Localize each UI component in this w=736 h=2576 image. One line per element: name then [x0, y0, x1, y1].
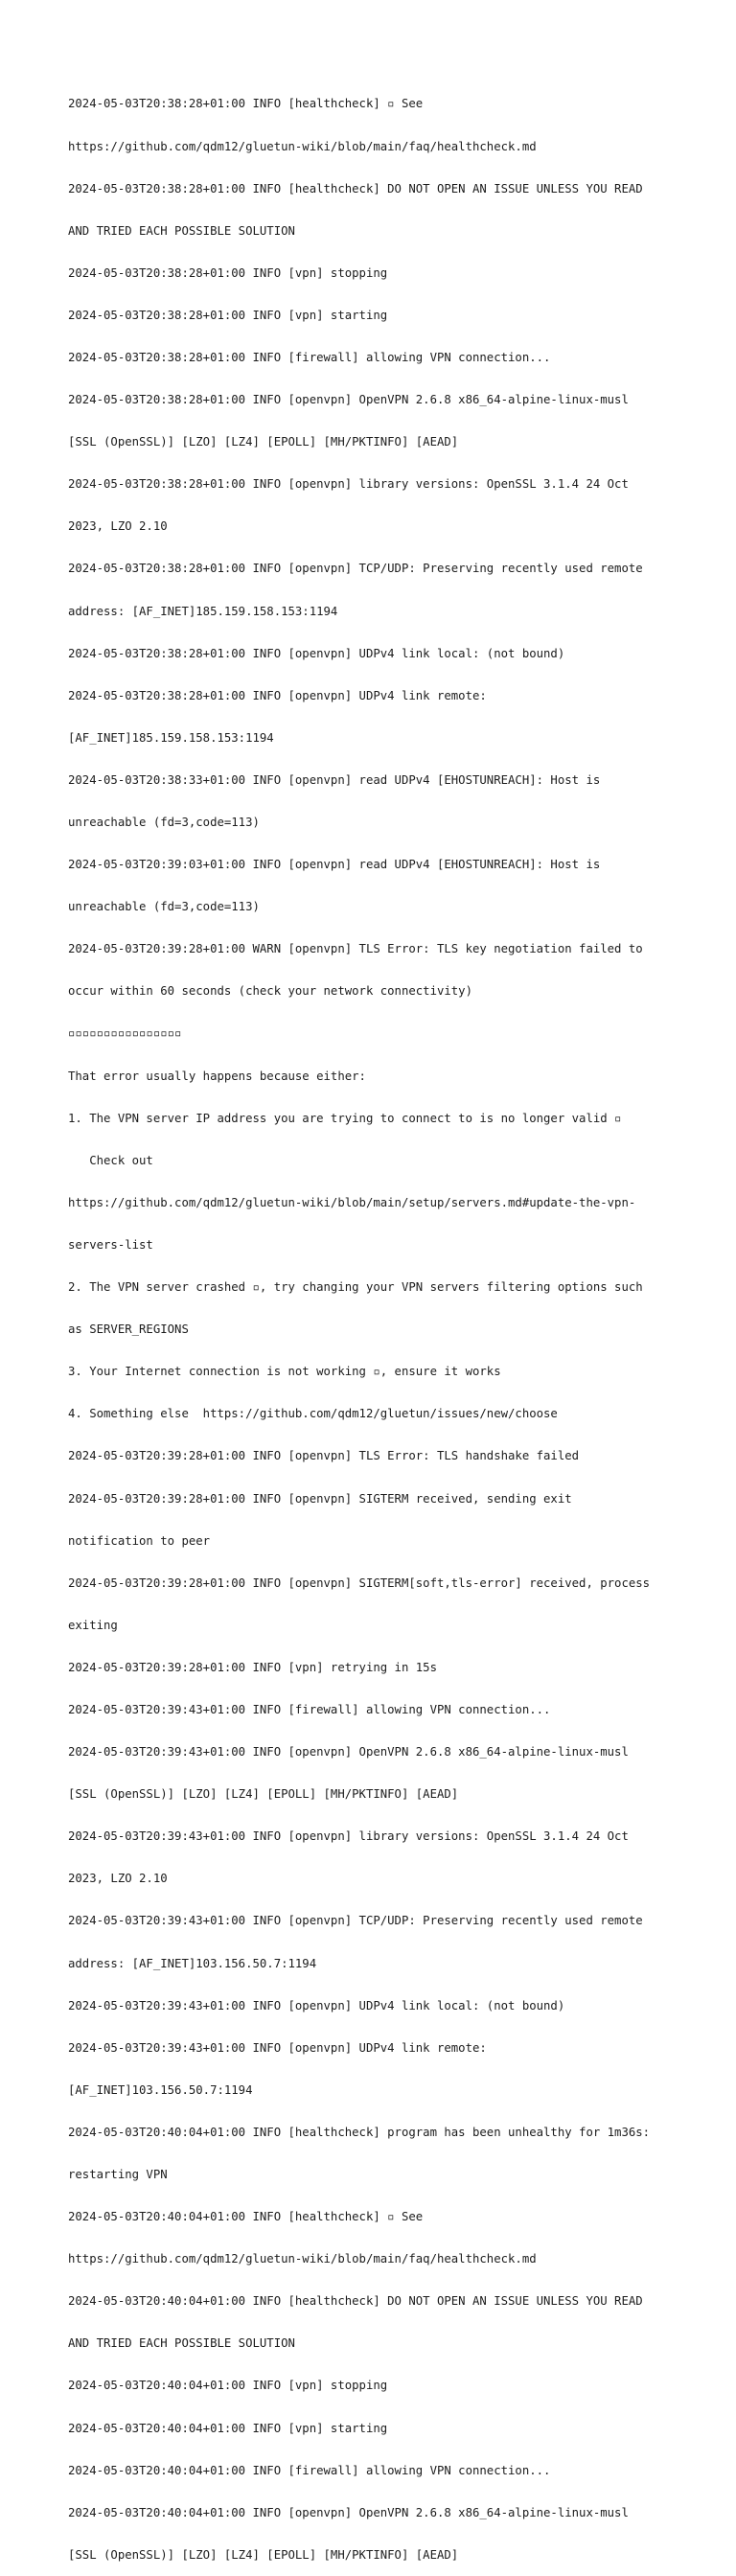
- log-line: unreachable (fd=3,code=113): [68, 816, 260, 829]
- log-line: [AF_INET]103.156.50.7:1194: [68, 2082, 253, 2097]
- log-line: That error usually happens because either:: [68, 1069, 366, 1083]
- log-line: unreachable (fd=3,code=113): [68, 900, 260, 914]
- log-line: 3. Your Internet connection is not working ▫, ensure it works: [68, 1365, 501, 1379]
- log-line: Check out: [68, 1153, 153, 1167]
- log-line: 2024-05-03T20:38:28+01:00 INFO [healthcheck] ▫ See: [68, 97, 424, 111]
- log-line: exiting: [68, 1618, 118, 1632]
- log-line: 2024-05-03T20:39:28+01:00 INFO [vpn] retrying in 15s: [68, 1660, 437, 1674]
- log-line: 2024-05-03T20:39:43+01:00 INFO [firewall] allowing VPN connection...: [68, 1702, 551, 1716]
- log-line: 2024-05-03T20:38:28+01:00 INFO [firewall] allowing VPN connection...: [68, 350, 551, 364]
- log-line: 2024-05-03T20:40:04+01:00 INFO [healthcheck] ▫ See: [68, 2210, 424, 2224]
- log-line: 2024-05-03T20:38:28+01:00 INFO [vpn] stopping: [68, 265, 388, 280]
- log-line: [SSL (OpenSSL)] [LZO] [LZ4] [EPOLL] [MH/PKTINFO] [AEAD]: [68, 1787, 459, 1802]
- log-line: 2024-05-03T20:40:04+01:00 INFO [openvpn] OpenVPN 2.6.8 x86_64-alpine-linux-musl: [68, 2505, 629, 2519]
- log-line: 2024-05-03T20:39:43+01:00 INFO [openvpn] TCP/UDP: Preserving recently used remote: [68, 1914, 643, 1928]
- log-line: 2024-05-03T20:40:04+01:00 INFO [healthcheck] DO NOT OPEN AN ISSUE UNLESS YOU READ: [68, 2294, 643, 2309]
- log-line: as SERVER_REGIONS: [68, 1322, 189, 1337]
- log-output: [68, 69, 681, 2576]
- log-line: 2024-05-03T20:38:28+01:00 INFO [openvpn] OpenVPN 2.6.8 x86_64-alpine-linux-musl: [68, 393, 629, 407]
- log-line: restarting VPN: [68, 2168, 168, 2181]
- log-line: 2024-05-03T20:40:04+01:00 INFO [vpn] starting: [68, 2421, 388, 2435]
- log-line: https://github.com/qdm12/gluetun-wiki/blob/main/setup/servers.md#update-the-vpn-: [68, 1195, 636, 1209]
- log-line: ▫▫▫▫▫▫▫▫▫▫▫▫▫▫▫▫: [68, 1026, 182, 1041]
- log-line: notification to peer: [68, 1533, 211, 1548]
- log-line: 2023, LZO 2.10: [68, 1872, 168, 1886]
- log-line: occur within 60 seconds (check your network connectivity): [68, 984, 472, 999]
- log-line: 2024-05-03T20:38:28+01:00 INFO [openvpn] UDPv4 link local: (not bound): [68, 646, 565, 660]
- log-line: 4. Something else https://github.com/qdm12/gluetun/issues/new/choose: [68, 1407, 558, 1421]
- log-line: 2024-05-03T20:39:43+01:00 INFO [openvpn] library versions: OpenSSL 3.1.4 24 Oct: [68, 1829, 629, 1844]
- log-line: [AF_INET]185.159.158.153:1194: [68, 730, 274, 745]
- log-line: 2024-05-03T20:40:04+01:00 INFO [firewall] allowing VPN connection...: [68, 2463, 551, 2477]
- log-line: https://github.com/qdm12/gluetun-wiki/blob/main/faq/healthcheck.md: [68, 2252, 537, 2266]
- log-line: 2024-05-03T20:39:28+01:00 INFO [openvpn] SIGTERM[soft,tls-error] received, process: [68, 1576, 651, 1590]
- log-line: 2024-05-03T20:39:43+01:00 INFO [openvpn] UDPv4 link local: (not bound): [68, 1998, 565, 2012]
- log-line: 2024-05-03T20:38:28+01:00 INFO [openvpn] library versions: OpenSSL 3.1.4 24 Oct: [68, 477, 629, 492]
- log-line: address: [AF_INET]103.156.50.7:1194: [68, 1956, 317, 1970]
- log-line: [SSL (OpenSSL)] [LZO] [LZ4] [EPOLL] [MH/PKTINFO] [AEAD]: [68, 2547, 459, 2562]
- log-line: 2024-05-03T20:38:28+01:00 INFO [openvpn] UDPv4 link remote:: [68, 688, 487, 702]
- log-line: 2024-05-03T20:38:28+01:00 INFO [vpn] starting: [68, 308, 388, 322]
- log-line: 2024-05-03T20:39:28+01:00 WARN [openvpn] TLS Error: TLS key negotiation failed to: [68, 942, 643, 956]
- log-line: [SSL (OpenSSL)] [LZO] [LZ4] [EPOLL] [MH/PKTINFO] [AEAD]: [68, 435, 459, 449]
- log-line: servers-list: [68, 1237, 153, 1252]
- log-line: 2024-05-03T20:39:03+01:00 INFO [openvpn] read UDPv4 [EHOSTUNREACH]: Host is: [68, 858, 601, 872]
- log-line: 2024-05-03T20:38:28+01:00 INFO [healthcheck] DO NOT OPEN AN ISSUE UNLESS YOU READ: [68, 181, 643, 196]
- log-line: 2024-05-03T20:39:28+01:00 INFO [openvpn] TLS Error: TLS handshake failed: [68, 1449, 580, 1463]
- log-line: AND TRIED EACH POSSIBLE SOLUTION: [68, 2336, 295, 2351]
- log-line: AND TRIED EACH POSSIBLE SOLUTION: [68, 223, 295, 238]
- log-line: 2024-05-03T20:39:28+01:00 INFO [openvpn] SIGTERM received, sending exit: [68, 1491, 572, 1506]
- log-line: 1. The VPN server IP address you are trying to connect to is no longer valid ▫: [68, 1111, 622, 1125]
- log-line: 2. The VPN server crashed ▫, try changing your VPN servers filtering options such: [68, 1280, 643, 1295]
- log-line: 2024-05-03T20:40:04+01:00 INFO [vpn] stopping: [68, 2379, 388, 2393]
- log-line: 2024-05-03T20:38:28+01:00 INFO [openvpn] TCP/UDP: Preserving recently used remote: [68, 562, 643, 576]
- log-line: address: [AF_INET]185.159.158.153:1194: [68, 604, 338, 618]
- log-line: 2024-05-03T20:38:33+01:00 INFO [openvpn] read UDPv4 [EHOSTUNREACH]: Host is: [68, 772, 601, 787]
- log-line: 2023, LZO 2.10: [68, 519, 168, 534]
- log-line: https://github.com/qdm12/gluetun-wiki/blob/main/faq/healthcheck.md: [68, 139, 537, 153]
- log-line: 2024-05-03T20:39:43+01:00 INFO [openvpn] OpenVPN 2.6.8 x86_64-alpine-linux-musl: [68, 1745, 629, 1760]
- log-line: 2024-05-03T20:39:43+01:00 INFO [openvpn] UDPv4 link remote:: [68, 2040, 487, 2055]
- log-line: 2024-05-03T20:40:04+01:00 INFO [healthcheck] program has been unhealthy for 1m36s:: [68, 2125, 651, 2139]
